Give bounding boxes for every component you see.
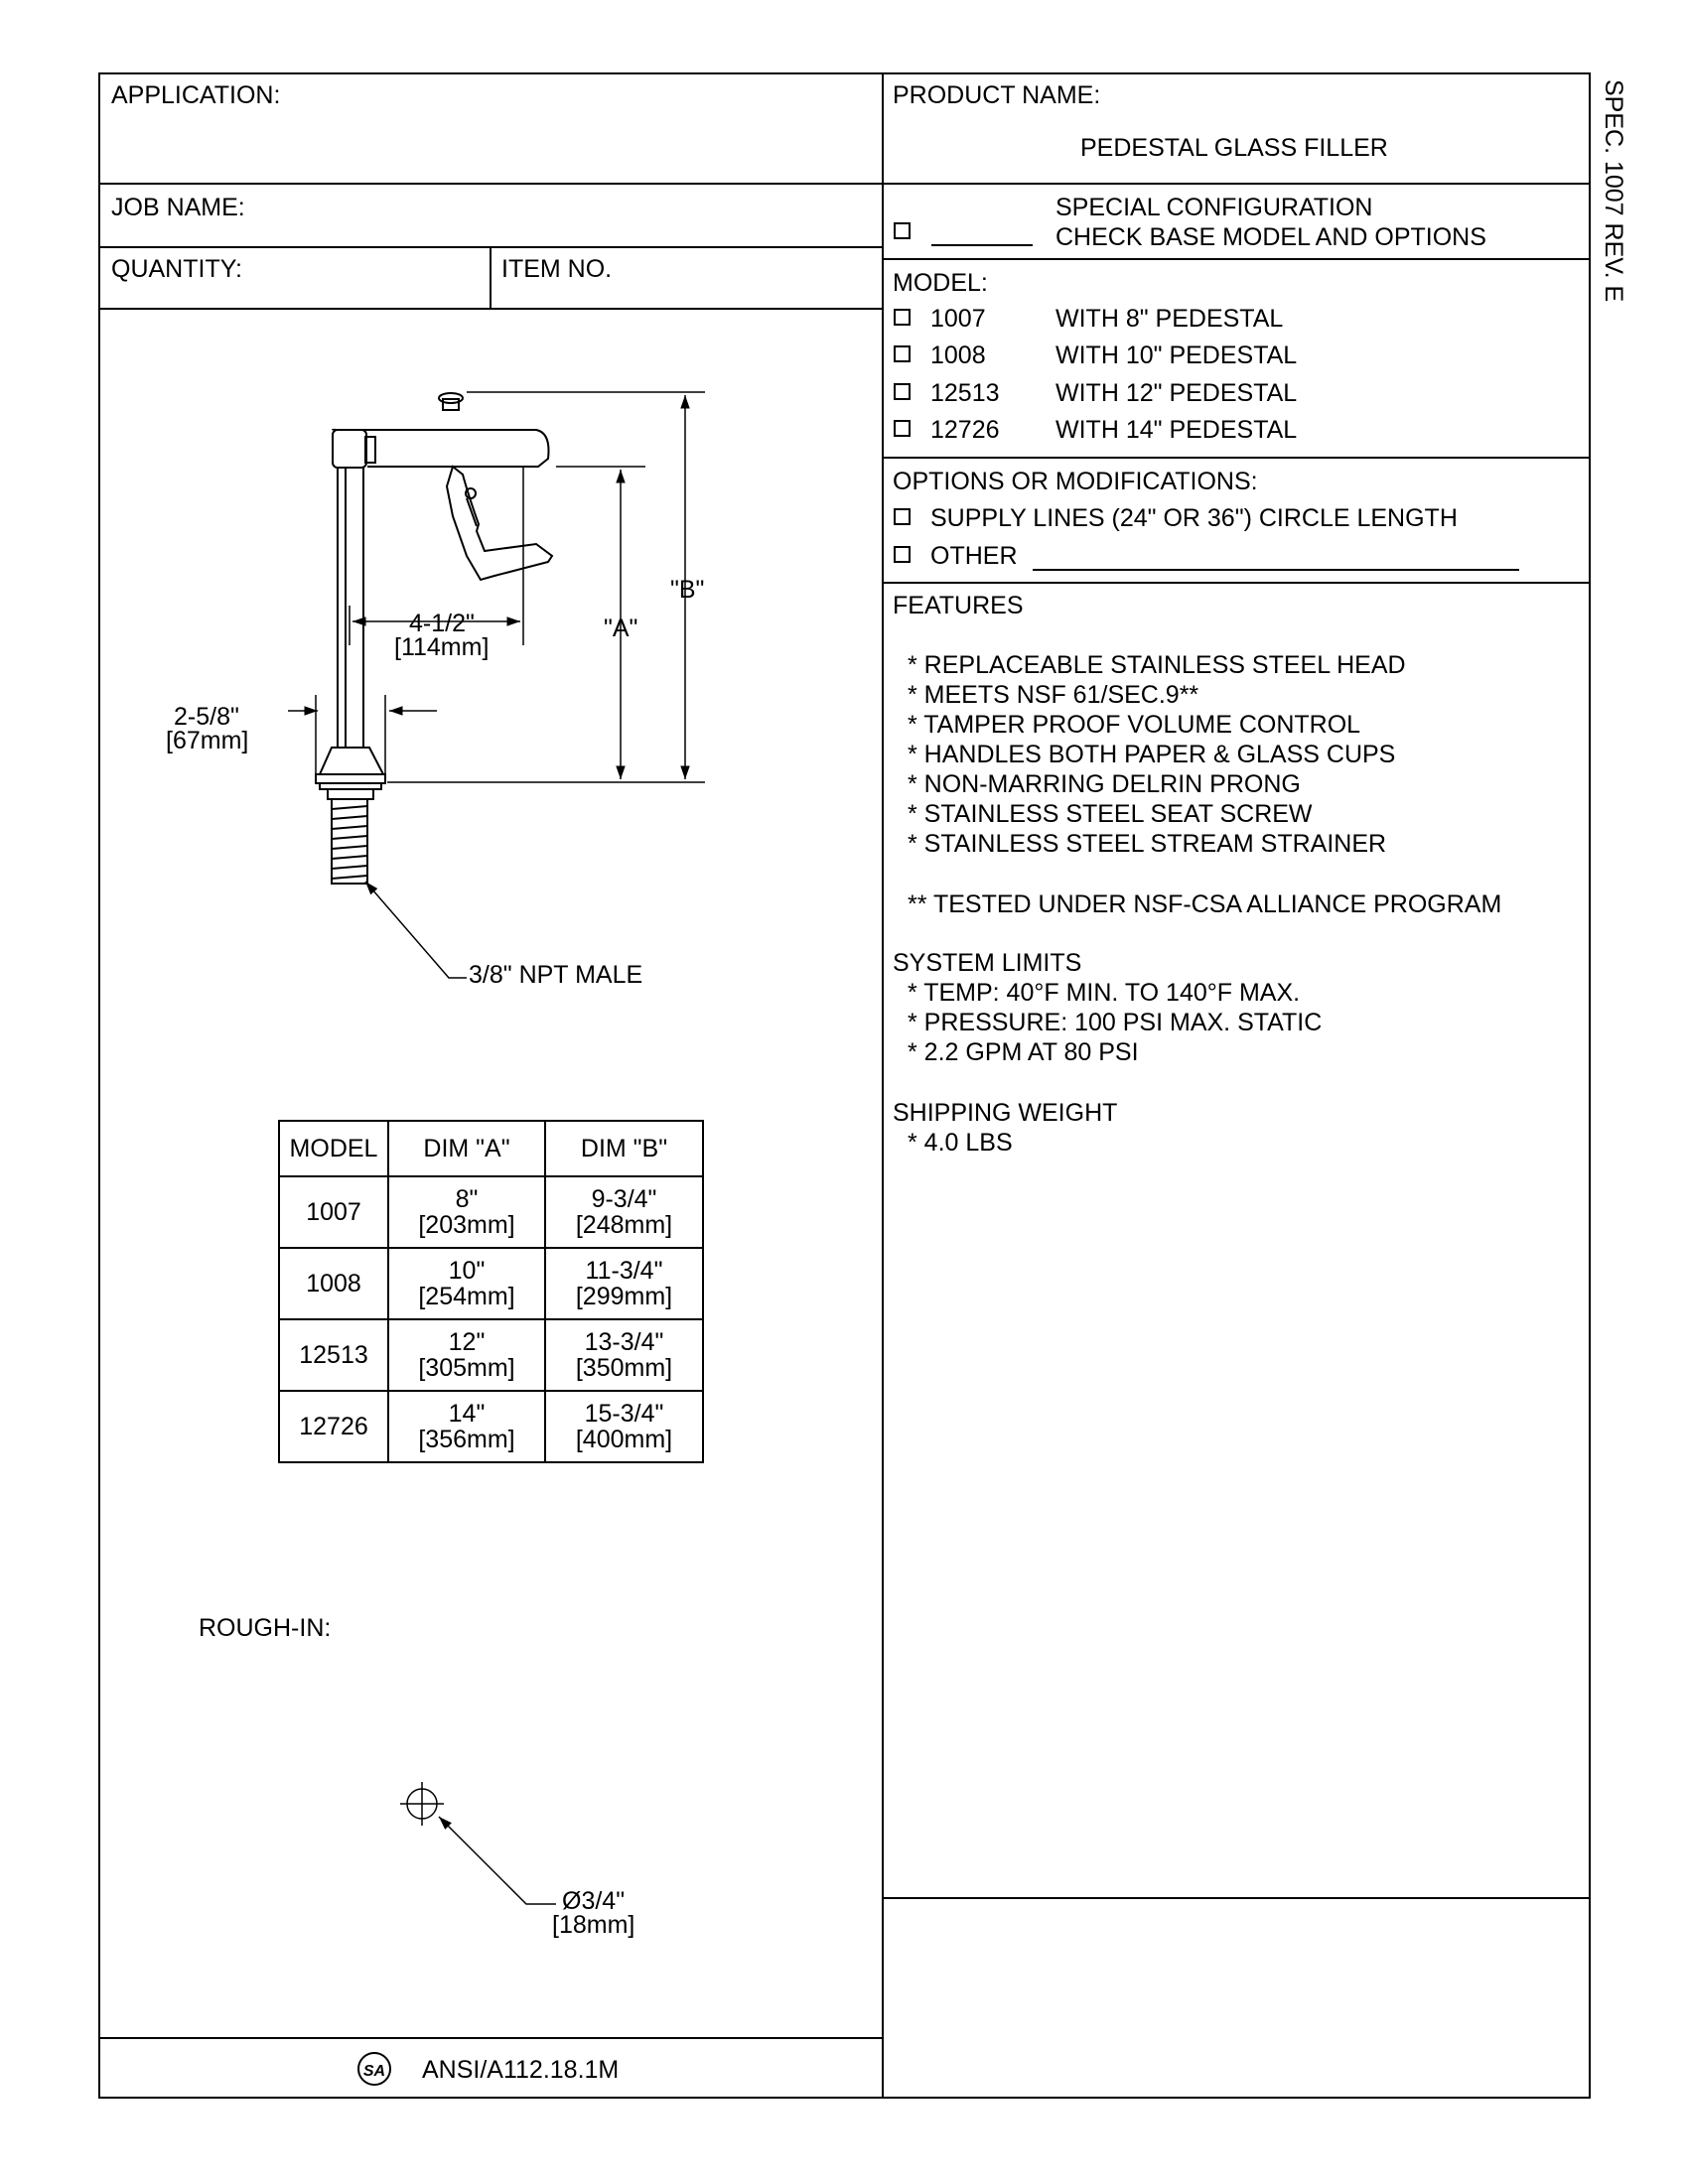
quantity-label: QUANTITY:	[111, 255, 242, 283]
features-footnote: ** TESTED UNDER NSF-CSA ALLIANCE PROGRAM	[908, 890, 1502, 918]
table-header-row	[279, 1121, 703, 1176]
supply-lines-option: SUPPLY LINES (24" OR 36") CIRCLE LENGTH	[930, 504, 1458, 532]
application-label: APPLICATION:	[111, 81, 281, 109]
rough-in-label: ROUGH-IN:	[199, 1614, 332, 1642]
table-header: DIM "B"	[545, 1121, 703, 1176]
dim-a-label: "A"	[604, 614, 638, 642]
item-no-label: ITEM NO.	[501, 255, 613, 283]
feature-item: * STAINLESS STEEL SEAT SCREW	[908, 800, 1313, 828]
table-row	[279, 1391, 703, 1462]
model-number: 12726	[930, 416, 1000, 444]
table-cell-dim-a: 10" [254mm]	[388, 1248, 545, 1319]
special-configuration-blank	[931, 244, 1033, 246]
table-row	[279, 1319, 703, 1391]
table-cell-dim-a: 8" [203mm]	[388, 1176, 545, 1248]
table-row	[279, 1248, 703, 1319]
divider	[882, 457, 1591, 459]
features-label: FEATURES	[893, 592, 1024, 619]
shipping-weight-value: * 4.0 LBS	[908, 1129, 1013, 1157]
thread-callout: 3/8" NPT MALE	[469, 961, 643, 989]
divider	[98, 183, 883, 185]
system-limit-item: * TEMP: 40°F MIN. TO 140°F MAX.	[908, 979, 1301, 1007]
other-option: OTHER	[930, 542, 1018, 570]
table-cell-model: 12726	[279, 1391, 388, 1462]
divider	[882, 1897, 1591, 1899]
reach-dimension: 4-1/2"	[409, 610, 475, 637]
spec-id-text: SPEC. 1007 REV. E	[1600, 79, 1627, 303]
product-name: PEDESTAL GLASS FILLER	[1080, 134, 1388, 162]
table-cell-dim-b: 15-3/4" [400mm]	[545, 1391, 703, 1462]
model-description: WITH 10" PEDESTAL	[1055, 341, 1298, 369]
other-blank	[1033, 569, 1519, 571]
model-number: 12513	[930, 379, 1000, 407]
special-configuration-checkbox[interactable]	[894, 222, 911, 239]
supply-lines-checkbox[interactable]	[894, 508, 911, 525]
model-checkbox-12726[interactable]	[894, 420, 911, 437]
other-checkbox[interactable]	[894, 546, 911, 563]
center-divider	[882, 72, 884, 2099]
model-checkbox-12513[interactable]	[894, 383, 911, 400]
rough-in-hole-size: Ø3/4"	[562, 1887, 626, 1915]
system-limits-label: SYSTEM LIMITS	[893, 949, 1082, 977]
model-label: MODEL:	[893, 269, 988, 297]
rough-in-hole-drawing	[387, 1767, 566, 1916]
feature-item: * TAMPER PROOF VOLUME CONTROL	[908, 711, 1361, 739]
csa-logo	[357, 2052, 391, 2086]
table-cell-dim-a: 12" [305mm]	[388, 1319, 545, 1391]
divider	[490, 246, 492, 309]
reach-dimension-mm: [114mm]	[394, 633, 490, 661]
model-number: 1008	[930, 341, 986, 369]
table-cell-dim-a: 14" [356mm]	[388, 1391, 545, 1462]
table-row	[279, 1176, 703, 1248]
job-name-label: JOB NAME:	[111, 194, 245, 221]
base-width-dimension-mm: [67mm]	[166, 727, 249, 754]
table-cell-dim-b: 13-3/4" [350mm]	[545, 1319, 703, 1391]
feature-item: * MEETS NSF 61/SEC.9**	[908, 681, 1199, 709]
base-width-dimension: 2-5/8"	[174, 703, 239, 731]
spec-id	[1594, 79, 1633, 338]
csa-logo-text: SA	[362, 2063, 386, 2080]
feature-item: * REPLACEABLE STAINLESS STEEL HEAD	[908, 651, 1406, 679]
ansi-standard: ANSI/A112.18.1M	[422, 2056, 620, 2084]
table-header: MODEL	[279, 1121, 388, 1176]
feature-item: * HANDLES BOTH PAPER & GLASS CUPS	[908, 741, 1396, 768]
model-checkbox-1007[interactable]	[894, 309, 911, 326]
divider	[882, 258, 1591, 260]
divider	[882, 183, 1591, 185]
product-name-label: PRODUCT NAME:	[893, 81, 1101, 109]
options-label: OPTIONS OR MODIFICATIONS:	[893, 468, 1258, 495]
table-cell-dim-b: 11-3/4" [299mm]	[545, 1248, 703, 1319]
table-cell-model: 1008	[279, 1248, 388, 1319]
divider	[882, 582, 1591, 584]
model-number: 1007	[930, 305, 986, 333]
table-header: DIM "A"	[388, 1121, 545, 1176]
system-limit-item: * PRESSURE: 100 PSI MAX. STATIC	[908, 1009, 1323, 1036]
glass-filler-drawing	[149, 377, 844, 993]
rough-in-hole-size-mm: [18mm]	[552, 1911, 635, 1939]
system-limit-item: * 2.2 GPM AT 80 PSI	[908, 1038, 1139, 1066]
table-cell-model: 12513	[279, 1319, 388, 1391]
table-cell-dim-b: 9-3/4" [248mm]	[545, 1176, 703, 1248]
model-description: WITH 14" PEDESTAL	[1055, 416, 1298, 444]
model-checkbox-1008[interactable]	[894, 345, 911, 362]
special-configuration-line2: CHECK BASE MODEL AND OPTIONS	[1055, 223, 1486, 251]
table-cell-model: 1007	[279, 1176, 388, 1248]
dimension-table	[278, 1120, 704, 1463]
shipping-weight-label: SHIPPING WEIGHT	[893, 1099, 1118, 1127]
model-description: WITH 12" PEDESTAL	[1055, 379, 1298, 407]
feature-item: * NON-MARRING DELRIN PRONG	[908, 770, 1301, 798]
divider	[98, 2037, 883, 2039]
feature-item: * STAINLESS STEEL STREAM STRAINER	[908, 830, 1387, 858]
model-description: WITH 8" PEDESTAL	[1055, 305, 1284, 333]
dim-b-label: "B"	[670, 576, 705, 604]
special-configuration-line1: SPECIAL CONFIGURATION	[1055, 194, 1373, 221]
